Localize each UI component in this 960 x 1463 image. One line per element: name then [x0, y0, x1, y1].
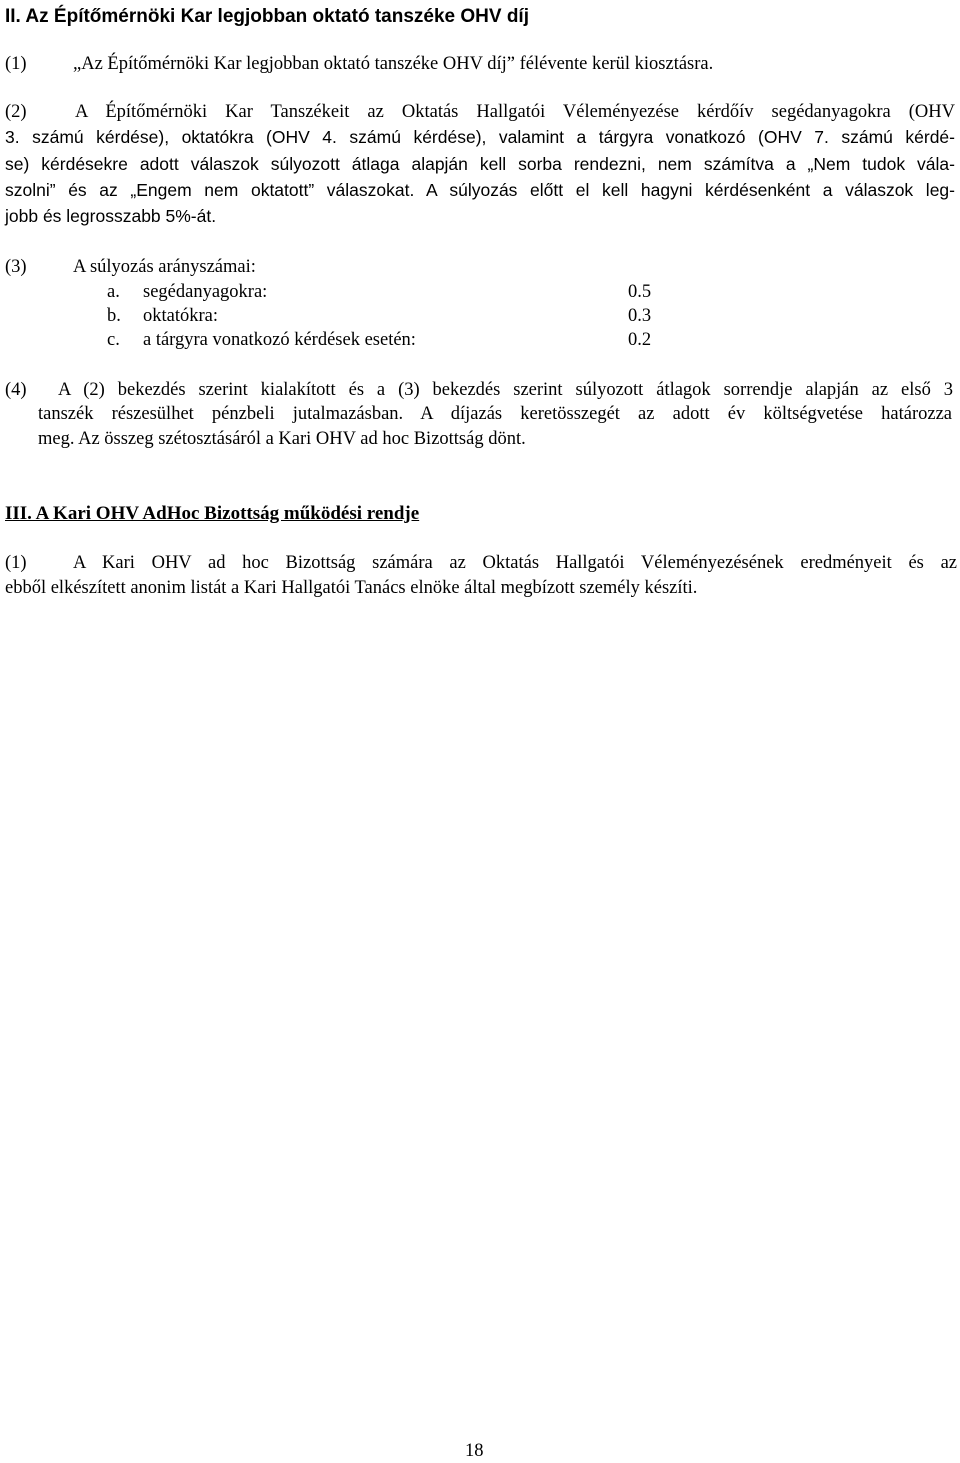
paragraph-number: (2) — [5, 102, 27, 122]
paragraph-number: (1) — [5, 553, 27, 573]
paragraph-text: A (2) bekezdés szerint kialakított és a (3) bekezdés szerint súlyozott átlagok sorrendje alapján az első 3 — [58, 380, 953, 400]
weight-item-label: segédanyagokra: — [143, 282, 268, 302]
page-number: 18 — [465, 1441, 484, 1461]
paragraph-text: A Építőmérnöki Kar Tanszékeit az Oktatás Hallgatói Véleményezése kérdőív segédanyagokra (OHV — [75, 102, 955, 122]
section-ii-paragraph-2-line-3: se) kérdésekre adott válaszok súlyozott átlaga alapján kell sorba rendezni, nem számítva a „Nem tudok vála- — [5, 154, 955, 174]
weight-item-value: 0.5 — [628, 282, 652, 302]
section-iii-heading: III. A Kari OHV AdHoc Bizottság működési rendje — [5, 503, 420, 524]
section-ii-paragraph-4-line-3: meg. Az összeg szétosztásáról a Kari OHV ad hoc Bizottság dönt. — [38, 429, 526, 449]
paragraph-text: A súlyozás arányszámai: — [73, 257, 256, 277]
paragraph-number: (4) — [5, 380, 27, 400]
section-ii-paragraph-4-line-1 — [5, 381, 953, 400]
paragraph-number: (3) — [5, 257, 27, 277]
weight-item-letter: b. — [107, 306, 121, 326]
weight-item-value: 0.2 — [628, 330, 652, 350]
paragraph-number: (1) — [5, 54, 27, 74]
section-ii-paragraph-2-line-1 — [5, 103, 955, 122]
section-ii-heading: II. Az Építőmérnöki Kar legjobban oktató tanszéke OHV díj — [5, 6, 529, 27]
section-ii-paragraph-2-line-5: jobb és legrosszabb 5%-át. — [5, 206, 217, 226]
weight-item-label: oktatókra: — [143, 306, 219, 326]
section-ii-paragraph-3-title — [5, 258, 256, 277]
section-iii-paragraph-1-line-1 — [5, 554, 957, 573]
paragraph-text: „Az Építőmérnöki Kar legjobban oktató tanszéke OHV díj” félévente kerül kiosztásra. — [73, 54, 714, 74]
weight-item-value: 0.3 — [628, 306, 652, 326]
weight-item-label: a tárgyra vonatkozó kérdések esetén: — [143, 330, 416, 350]
section-ii-paragraph-4-line-2: tanszék részesülhet pénzbeli jutalmazásban. A díjazás keretösszegét az adott év költségvetése határozza — [38, 404, 952, 424]
paragraph-text: A Kari OHV ad hoc Bizottság számára az Oktatás Hallgatói Véleményezésének eredményeit és az — [73, 553, 957, 573]
section-ii-paragraph-2-line-2: 3. számú kérdése), oktatókra (OHV 4. számú kérdése), valamint a tárgyra vonatkozó (OHV 7. számú kérdé- — [5, 127, 955, 147]
weight-item-letter: c. — [107, 330, 120, 350]
section-ii-paragraph-2-line-4: szolni” és az „Engem nem oktatott” válaszokat. A súlyozás előtt el kell hagyni kérdésenként a válaszok leg- — [5, 180, 955, 200]
section-ii-paragraph-1 — [5, 55, 713, 74]
section-iii-paragraph-1-line-2: ebből elkészített anonim listát a Kari Hallgatói Tanács elnöke által megbízott személy készíti. — [5, 578, 698, 598]
weight-item-letter: a. — [107, 282, 120, 302]
